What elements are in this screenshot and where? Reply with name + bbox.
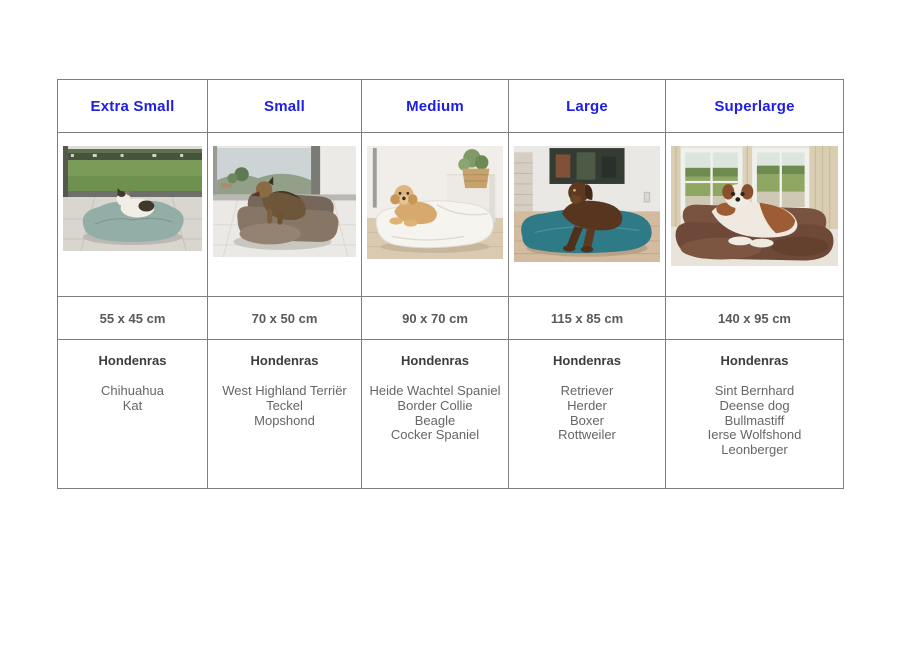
breeds-large [509,340,666,489]
dog-bed-size-table [57,79,844,489]
breeds-extra-small [58,340,208,489]
photo-cell-large [509,133,666,297]
breed-item: Border Collie [397,397,473,413]
product-photo-medium [367,146,503,259]
wall-socket [644,192,649,201]
header-small: Small [208,80,362,133]
size-large: 115 x 85 cm [509,297,666,340]
product-photo-large [514,146,660,262]
breed-heading: Hondenras [98,353,167,368]
breed-heading: Hondenras [553,353,621,368]
photo-cell-small [208,133,362,297]
breed-item: Kat [122,397,143,413]
breed-item: Herder [567,397,607,413]
breed-item: Cocker Spaniel [390,427,480,443]
photo-row [58,133,844,297]
breeds-superlarge [666,340,844,489]
breed-heading: Hondenras [720,353,789,368]
floor-lamp-pole [373,148,377,208]
breed-item: Beagle [414,412,456,428]
header-superlarge: Superlarge [666,80,844,133]
size-superlarge: 140 x 95 cm [666,297,844,340]
breed-item: Rottweiler [558,427,616,443]
breed-item: Boxer [570,412,604,428]
breed-item: Teckel [266,397,303,413]
breed-item: Ierse Wolfshond [707,427,802,443]
header-row [58,80,844,133]
breed-item: Deense dog [719,397,790,413]
breed-item: Mopshond [254,412,315,428]
breed-item: Retriever [560,383,614,398]
breed-item: Heide Wachtel Spaniel [369,383,501,398]
breed-heading: Hondenras [401,353,469,368]
product-photo-extra-small [63,146,202,251]
breed-heading: Hondenras [250,353,319,368]
photo-cell-superlarge [666,133,844,297]
right-window [752,148,809,211]
size-small: 70 x 50 cm [208,297,362,340]
product-photo-small [213,146,356,257]
photo-cell-extra-small [58,133,208,297]
size-medium: 90 x 70 cm [362,297,509,340]
breed-row [58,340,844,489]
wall-artwork [549,148,624,184]
brick-pillar [514,152,533,213]
breed-item: Sint Bernhard [714,383,795,398]
photo-cell-medium [362,133,509,297]
header-large: Large [509,80,666,133]
breeds-medium [362,340,509,489]
size-row [58,297,844,340]
header-extra-small: Extra Small [58,80,208,133]
breed-item: Bullmastiff [724,412,785,428]
breed-item: West Highland Terriër [222,383,347,398]
window-lawn-scene [63,146,202,197]
product-photo-superlarge [671,146,838,266]
breed-item: Chihuahua [101,383,164,398]
header-medium: Medium [362,80,509,133]
breeds-small [208,340,362,489]
size-extra-small: 55 x 45 cm [58,297,208,340]
breed-item: Leonberger [721,442,788,458]
